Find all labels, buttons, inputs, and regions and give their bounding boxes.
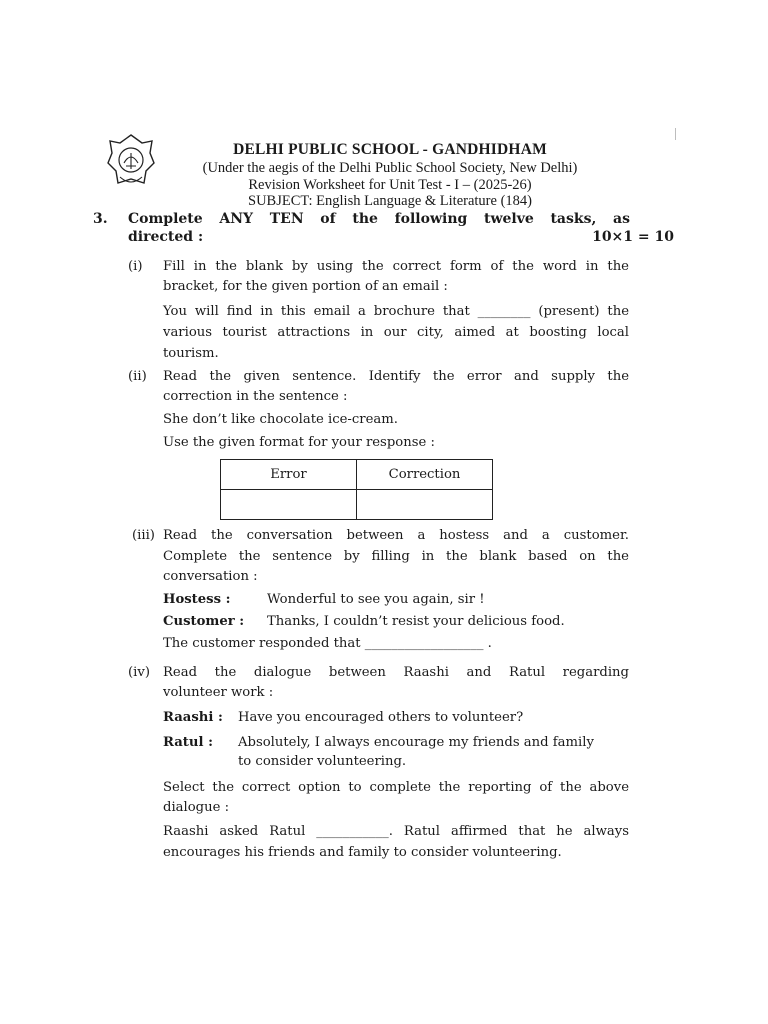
school-logo-icon (106, 133, 156, 189)
table-header-correction: Correction (357, 460, 493, 490)
task-iii-instruction-1: Read the conversation between a hostess and a customer. (163, 528, 629, 543)
task-iv-instruction-2: volunteer work : (163, 685, 274, 700)
subject-line: SUBJECT: English Language & Literature (184) (248, 193, 532, 209)
speaker-ratul: Ratul : (163, 735, 213, 750)
question-text-line2: directed : (128, 229, 204, 245)
table-header-error: Error (221, 460, 357, 490)
response-table (220, 459, 493, 520)
task-iv-select-2: dialogue : (163, 800, 230, 815)
table-cell-error[interactable] (221, 490, 357, 520)
task-ii-format: Use the given format for your response : (163, 435, 435, 450)
task-i-text-2: various tourist attractions in our city, aimed at boosting local (163, 325, 629, 340)
task-iv-text-2: encourages his friends and family to consider volunteering. (163, 845, 562, 860)
task-i-instruction-1: Fill in the blank by using the correct form of the word in the (163, 259, 629, 274)
task-i-text-3: tourism. (163, 346, 219, 361)
customer-line: Thanks, I couldn’t resist your delicious food. (267, 614, 565, 629)
task-ii-instruction-1: Read the given sentence. Identify the error and supply the (163, 369, 629, 384)
question-marks: 10×1 = 10 (592, 229, 674, 245)
task-iii-instruction-2: Complete the sentence by filling in the blank based on the (163, 549, 629, 564)
question-text-line1: Complete ANY TEN of the following twelve tasks, as (128, 211, 630, 227)
task-i-text-1: You will find in this email a brochure that ________ (present) the (163, 304, 629, 319)
question-number: 3. (93, 211, 108, 227)
school-name: DELHI PUBLIC SCHOOL - GANDHIDHAM (233, 141, 547, 158)
task-i-number: (i) (128, 259, 143, 274)
speaker-customer: Customer : (163, 614, 245, 629)
ratul-line-2: to consider volunteering. (238, 754, 407, 769)
task-iii-completion: The customer responded that __________________ . (163, 636, 492, 651)
raashi-line: Have you encouraged others to volunteer? (238, 710, 524, 725)
task-iv-text-1: Raashi asked Ratul ___________. Ratul affirmed that he always (163, 824, 629, 839)
hostess-line: Wonderful to see you again, sir ! (267, 592, 485, 607)
table-cell-correction[interactable] (357, 490, 493, 520)
aegis-line: (Under the aegis of the Delhi Public School Society, New Delhi) (202, 160, 578, 176)
task-ii-number: (ii) (128, 369, 147, 384)
ratul-line-1: Absolutely, I always encourage my friends and family (238, 735, 594, 750)
scan-mark (675, 128, 676, 140)
task-iv-instruction-1: Read the dialogue between Raashi and Ratul regarding (163, 665, 629, 680)
task-iv-number: (iv) (128, 665, 150, 680)
speaker-hostess: Hostess : (163, 592, 231, 607)
task-ii-sentence: She don’t like chocolate ice-cream. (163, 412, 398, 427)
worksheet-line: Revision Worksheet for Unit Test - I – (2025-26) (248, 177, 532, 193)
task-iii-number: (iii) (132, 528, 155, 543)
task-iii-instruction-3: conversation : (163, 569, 258, 584)
task-i-instruction-2: bracket, for the given portion of an email : (163, 279, 448, 294)
speaker-raashi: Raashi : (163, 710, 223, 725)
task-iv-select-1: Select the correct option to complete the reporting of the above (163, 780, 629, 795)
task-ii-instruction-2: correction in the sentence : (163, 389, 348, 404)
